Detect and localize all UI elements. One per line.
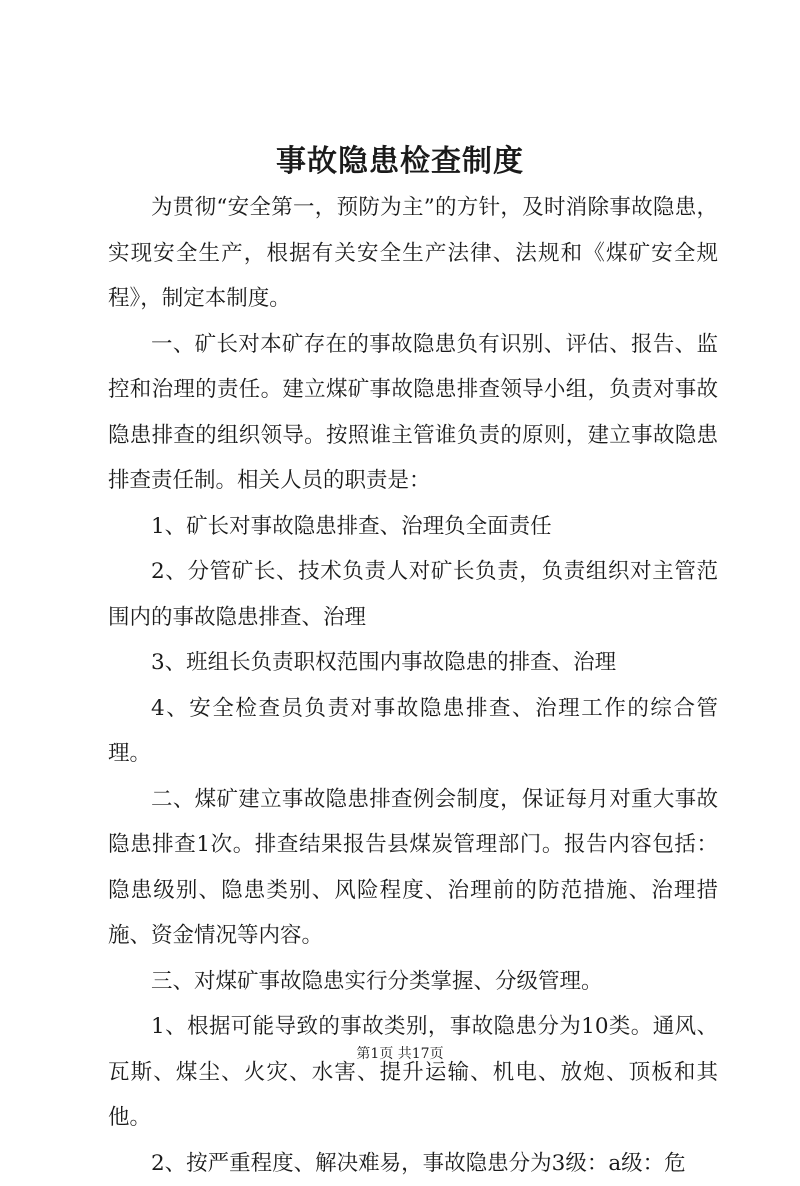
paragraph-item-3-1: 1、根据可能导致的事故类别，事故隐患分为10类。通风、瓦斯、煤尘、火灾、水害、提升运输、机电、放炮、顶板和其他。 bbox=[108, 1004, 718, 1141]
paragraph-item-1-4: 4、安全检查员负责对事故隐患排查、治理工作的综合管理。 bbox=[108, 686, 718, 777]
document-title: 事故隐患检查制度 bbox=[0, 140, 800, 184]
paragraph-item-1-1: 1、矿长对事故隐患排查、治理负全面责任 bbox=[108, 504, 718, 550]
page-number-footer: 第1页 共17页 bbox=[0, 1044, 800, 1064]
paragraph-section-3: 三、对煤矿事故隐患实行分类掌握、分级管理。 bbox=[108, 959, 718, 1005]
paragraph-section-2: 二、煤矿建立事故隐患排查例会制度，保证每月对重大事故隐患排查1次。排查结果报告县煤炭管理部门。报告内容包括：隐患级别、隐患类别、风险程度、治理前的防范措施、治理措施、资金情况等内容。 bbox=[108, 777, 718, 959]
document-body bbox=[108, 185, 718, 1186]
paragraph-section-1: 一、矿长对本矿存在的事故隐患负有识别、评估、报告、监控和治理的责任。建立煤矿事故隐患排查领导小组，负责对事故隐患排查的组织领导。按照谁主管谁负责的原则，建立事故隐患排查责任制。相关人员的职责是： bbox=[108, 322, 718, 504]
paragraph-item-1-2: 2、分管矿长、技术负责人对矿长负责，负责组织对主管范围内的事故隐患排查、治理 bbox=[108, 549, 718, 640]
paragraph-intro: 为贯彻“安全第一，预防为主”的方针，及时消除事故隐患，实现安全生产，根据有关安全生产法律、法规和《煤矿安全规程》，制定本制度。 bbox=[108, 185, 718, 322]
paragraph-item-1-3: 3、班组长负责职权范围内事故隐患的排查、治理 bbox=[108, 640, 718, 686]
paragraph-item-3-2: 2、按严重程度、解决难易，事故隐患分为3级：a级：危 bbox=[108, 1141, 718, 1186]
